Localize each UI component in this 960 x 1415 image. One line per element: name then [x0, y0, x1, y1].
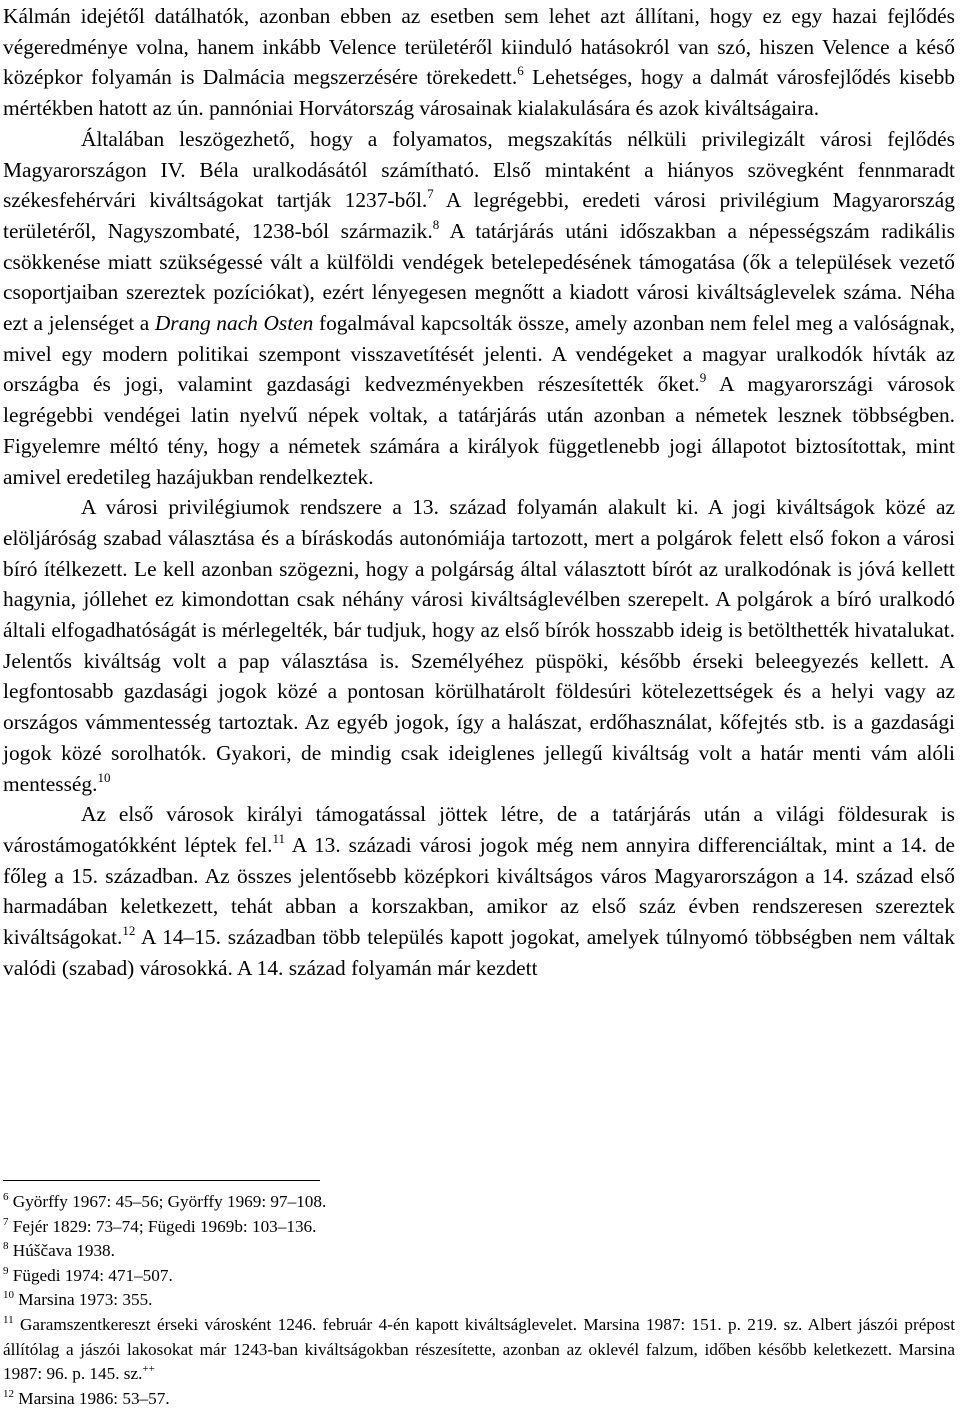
- footnote-text: Garamszentkereszt érseki városként 1246. február 4-én kapott kiváltságlevelet. Marsina 1987: 151. p. 219. sz. Albert jászói prépost állítólag a jászói lakosokat már 1243-ban kiváltságokban részesítette, azonban az oklevél falzum, időben később keletkezett. Marsina 1987: 96. p. 145. sz.: [3, 1314, 955, 1384]
- document-page: [3, 0, 955, 984]
- footnote-reference: 10: [97, 769, 111, 785]
- paragraph-text: fogalmával kapcsolták össze, amely azonban nem felel meg a valóságnak, mivel egy modern politikai szempont visszavetítését jelenti. A vendégeket a magyar uralkodók hívták az országba és jogi, valamint gazdasági kedvezményekben részesítették őket.: [3, 311, 955, 397]
- footnote-7: [3, 1215, 955, 1240]
- footnote-reference: 8: [432, 216, 440, 232]
- footnote-text: Györffy 1967: 45–56; Györffy 1969: 97–108.: [8, 1192, 327, 1211]
- paragraph-text: Általában leszögezhető, hogy a folyamatos, megszakítás nélküli privilegizált városi fejlődés Magyarországon IV. Béla uralkodásától számítható. Első mintaként a hiányos szövegként fennmaradt székesfehérvári kiváltságokat tartják 1237-ből.: [3, 126, 955, 213]
- paragraph-text: A tatárjárás utáni időszakban a népességszám radikális csökkenése miatt szükségessé vált a külföldi vendégek betelepedésének támogatása (ők a települések vezető csoportjaiban szereztek pozíciókat), ezért lényegesen megnőtt a kiadott városi kiváltságlevelek száma. Néha ezt a jelenséget a: [3, 218, 955, 336]
- footnote-text: Fejér 1829: 73–74; Fügedi 1969b: 103–136.: [8, 1216, 317, 1236]
- paragraph-text: A városi privilégiumok rendszere a 13. század folyamán alakult ki. A jogi kiváltságok közé az elöljáróság szabad választása és a bíráskodás autonómiája tartozott, mert a polgárok felett első fokon a városi bíró ítélkezett. Le kell azonban szögezni, hogy a polgárság által választott bírót az uralkodónak is jóvá kellett hagynia, jóllehet ez kimondottan csak néhány városi kiváltságlevélben szerepelt. A polgárok a bíró uralkodó általi elfogadhatóságát is mérlegelték, bár tudjuk, hogy az első bírók hosszabb ideig is betölthették hivatalukat. Jelentős kiváltság volt a pap választása is. Személyéhez püspöki, később érseki beleegyezés kellett. A legfontosabb gazdasági jogok közé a pontosan körülhatárolt földesúri kötelezettségek és a helyi vagy az országos vámmentesség tartoztak. Az egyéb jogok, így a halászat, erdőhasználat, kőfejtés stb. is a gazdasági jogok közé sorolhatók. Gyakori, de mindig csak ideiglenes jellegű kiváltság volt a határ menti vám alóli mentesség.: [3, 495, 955, 796]
- footnote-tail-mark: ++: [142, 1363, 155, 1376]
- paragraph-text: Az első városok királyi támogatással jöttek létre, de a tatárjárás után a világi földesurak is várostámogatókként léptek fel.: [3, 802, 955, 857]
- footnote-number: 10: [3, 1289, 14, 1302]
- footnote-number: 9: [3, 1264, 9, 1277]
- footnote-text: Marsina 1986: 53–57.: [14, 1388, 170, 1408]
- body-text: [3, 0, 955, 984]
- footnote-reference: 12: [122, 923, 136, 939]
- footnote-separator: [3, 1180, 320, 1181]
- footnote-10: [3, 1288, 955, 1313]
- footnote-text: Húščava 1938.: [8, 1241, 115, 1261]
- paragraph-text: A magyarországi városok legrégebbi vendégei latin nyelvű népek voltak, a tatárjárás után azonban a németek lesznek többségben. Figyelemre méltó tény, hogy a németek számára a királyok függetlenebb jogi állapotot biztosítottak, mint amivel eredetileg hazájukban rendelkeztek.: [3, 372, 955, 489]
- footnote-12: [3, 1387, 955, 1412]
- paragraph-text: A 14–15. században több település kapott jogokat, amelyek túlnyomó többségben nem váltak valódi (szabad) városokká. A 14. század folyamán már kezdett: [3, 925, 955, 980]
- footnote-6: [3, 1190, 955, 1215]
- footnote-text: Fügedi 1974: 471–507.: [8, 1265, 173, 1285]
- footnote-reference: 7: [427, 186, 434, 202]
- footnote-11: [3, 1313, 955, 1387]
- footnote-8: [3, 1239, 955, 1264]
- footnote-9: [3, 1264, 955, 1289]
- footnote-number: 11: [3, 1313, 14, 1326]
- footnote-reference: 6: [517, 63, 524, 79]
- footnote-reference: 9: [699, 370, 707, 386]
- footnotes: [3, 1190, 955, 1411]
- paragraph-text: A 13. századi városi jogok még nem annyira differenciáltak, mint a 14. de főleg a 15. században. Az összes jelentősebb középkori kiváltságos város Magyarországon a 14. század első harmadában keletkezett, tehát abban a korszakban, amikor az első száz évben rendszeresen szereztek kiváltságokat.: [3, 832, 955, 950]
- footnote-reference: 11: [272, 830, 286, 846]
- paragraph-text: Lehetséges, hogy a dalmát városfejlődés kisebb mértékben hatott az ún. pannóniai Horvátország városainak kialakulására és azok kiváltságaira.: [3, 65, 955, 121]
- paragraph-text: A legrégebbi, eredeti városi privilégium Magyarország területéről, Nagyszombaté, 1238-ból származik.: [3, 188, 955, 243]
- italic-phrase: Drang nach Osten: [154, 311, 314, 336]
- paragraph-text: Kálmán idejétől datálhatók, azonban ebben az esetben sem lehet azt állítani, hogy ez egy hazai fejlődés végeredménye volna, hanem inkább Velence területéről kiinduló hatásokról van szó, hiszen Velence a késő középkor folyamán is Dalmácia megszerzésére törekedett.: [3, 4, 955, 90]
- footnote-number: 7: [3, 1215, 9, 1228]
- footnote-text: Marsina 1973: 355.: [14, 1290, 153, 1310]
- footnote-number: 8: [3, 1240, 9, 1253]
- footnote-number: 6: [3, 1191, 9, 1203]
- footnote-number: 12: [3, 1387, 14, 1400]
